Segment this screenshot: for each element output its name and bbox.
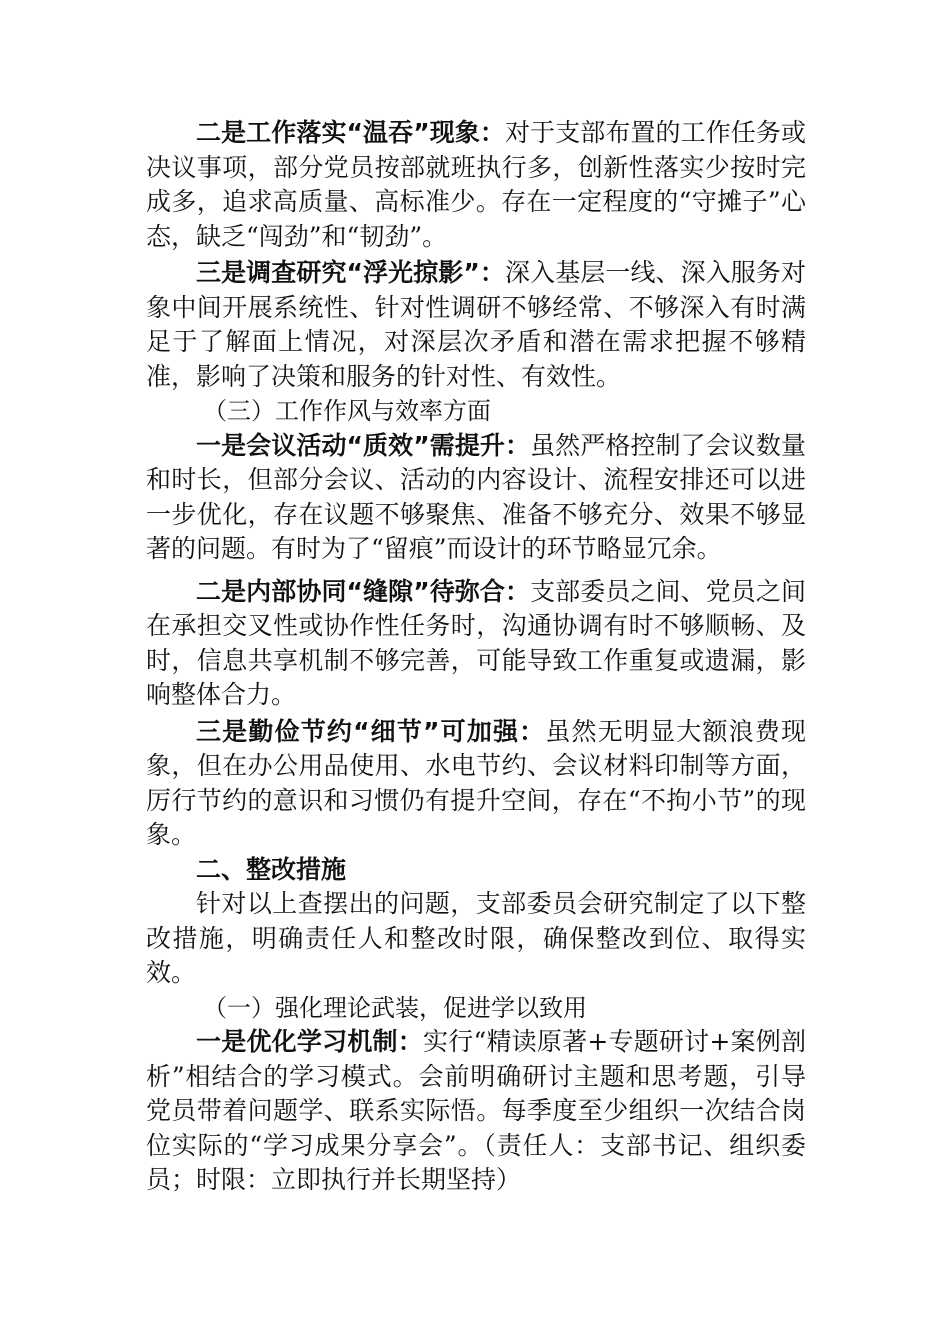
paragraph-body: 针对以上查摆出的问题，支部委员会研究制定了以下整改措施，明确责任人和整改时限，确保整改到位、取得实效。 [146, 889, 806, 987]
document-page [146, 116, 806, 1198]
paragraph-coordination [146, 575, 806, 713]
section-subheading-theory: （一）强化理论武装，促进学以致用 [203, 993, 587, 1022]
paragraph-work-implementation [146, 116, 806, 254]
paragraph-lead: 三是调查研究“浮光掠影”： [196, 258, 506, 287]
section-heading-rectification: 二、整改措施 [196, 854, 347, 884]
paragraph-research [146, 256, 806, 394]
paragraph-meetings [146, 429, 806, 567]
paragraph-body: 实行“精读原著+专题研讨+案例剖析”相结合的学习模式。会前明确研讨主题和思考题，引导党员带着问题学、联系实际悟。每季度至少组织一次结合岗位实际的“学习成果分享会”。（责任人：支部书记、组织委员；时限：立即执行并长期坚持） [146, 1027, 806, 1194]
paragraph-lead: 一是会议活动“质效”需提升： [196, 430, 531, 460]
section-subheading-work-style: （三）工作作风与效率方面 [203, 397, 491, 425]
paragraph-lead: 二是内部协同“缝隙”待弥合： [196, 576, 531, 606]
paragraph-body: 深入基层一线、深入服务对象中间开展系统性、针对性调研不够经常、不够深入有时满足于了解面上情况，对深层次矛盾和潜在需求把握不够精准，影响了决策和服务的针对性、有效性。 [146, 258, 806, 391]
paragraph-rectification-intro [146, 887, 806, 991]
paragraph-lead: 一是优化学习机制： [196, 1027, 423, 1056]
paragraph-lead: 二是工作落实“温吞”现象： [196, 118, 506, 147]
paragraph-body: 对于支部布置的工作任务或决议事项，部分党员按部就班执行多，创新性落实少按时完成多，追求高质量、高标准少。存在一定程度的“守摊子”心态，缺乏“闯劲”和“韧劲”。 [146, 118, 806, 251]
paragraph-body: 虽然严格控制了会议数量和时长，但部分会议、活动的内容设计、流程安排还可以进一步优化，存在议题不够聚焦、准备不够充分、效果不够显著的问题。有时为了“留痕”而设计的环节略显冗余。 [146, 430, 806, 563]
paragraph-body: 支部委员之间、党员之间在承担交叉性或协作性任务时，沟通协调有时不够顺畅、及时，信息共享机制不够完善，可能导致工作重复或遗漏，影响整体合力。 [146, 576, 806, 709]
paragraph-lead: 三是勤俭节约“细节”可加强： [196, 716, 546, 746]
paragraph-frugality [146, 715, 806, 853]
paragraph-body: 虽然无明显大额浪费现象，但在办公用品使用、水电节约、会议材料印制等方面，厉行节约的意识和习惯仍有提升空间，存在“不拘小节”的现象。 [146, 716, 806, 849]
paragraph-learning-mechanism [146, 1025, 806, 1198]
